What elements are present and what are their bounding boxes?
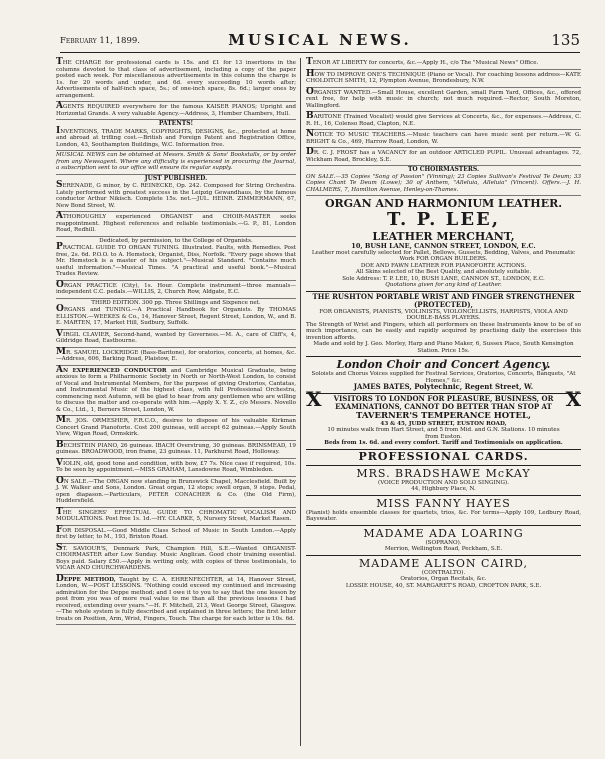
card-loaring-line2: Merrion, Wellington Road, Peckham, S.E.	[384, 546, 503, 552]
card-hayes-name: MISS FANNY HAYES	[376, 496, 511, 510]
hotel-x-right: X	[565, 386, 581, 411]
ad-body	[306, 131, 581, 145]
ad-body	[56, 306, 296, 327]
drop-capital: V	[56, 328, 63, 339]
ad-body	[306, 68, 581, 85]
ad-body	[56, 182, 296, 209]
left-ad-11	[56, 366, 296, 417]
drop-capital: N	[306, 129, 315, 139]
card-loaring-name: MADAME ADA LOARING	[363, 526, 524, 540]
card-mckay-line2: 44, Highbury Place, N.	[411, 486, 476, 492]
drop-capital: O	[56, 279, 64, 290]
rushton-line2: FOR ORGANISTS, PIANISTS, VIOLINISTS, VIOLONCELLISTS, HARPISTS, VIOLA AND DOUBLE-BASS PLAYERS.	[319, 308, 568, 321]
ad-text: R. SAMUEL LOCKRIDGE (Bass-Baritone), for oratorios, concerts, at homes, &c.—Address, 606, Barking Road, Plaistow, E.	[56, 349, 296, 362]
page-header	[60, 30, 580, 53]
header-title: MUSICAL NEWS.	[228, 31, 412, 49]
ad-body	[306, 174, 581, 194]
card-caird-line3: LOSSIE HOUSE, 40, ST. MARGARET'S ROAD, CROFTON PARK, S.E.	[345, 582, 542, 589]
drop-capital: M	[56, 346, 66, 357]
ad-text: ON SALE.—35 Copies "Song of Passion" (Vinning); 23 Copies Sullivan's Festival Te Deum; 33 Copies Chant Te Deum (Lowe); 30 of Anthem, "Alleluia, Alleluia" (Vincent). Offers.—J. H. CHALMERS, 7, Hamilton Avenue, Henley-on-Thames.	[306, 173, 581, 193]
left-ad-18	[56, 544, 296, 575]
left-ad-3	[56, 151, 296, 175]
hotel-line4: 10 minutes walk from Hart Street, and 5 from Mid. and G.N. Stations. 10 minutes from Euston.	[327, 427, 560, 440]
drop-capital: V	[56, 457, 63, 468]
drop-capital: H	[306, 68, 315, 79]
card-mckay-line1: (VOICE PRODUCTION AND SOLO SINGING).	[378, 479, 509, 486]
ad-text: IRGIL CLAVIER, Second-hand, wanted by Governess.—M. A., care of Cliff's, 4, Gildridge Road, Eastbourne.	[56, 331, 296, 344]
hotel-x-left: X	[306, 386, 322, 411]
drop-capital: D	[306, 147, 314, 157]
ad-body	[56, 506, 296, 523]
ad-body	[56, 59, 296, 99]
drop-capital: A	[56, 364, 63, 375]
ad-text: R. C. J. FROST has a VACANCY for an outdoor ARTICLED PUPIL. Unusual advantages. 72, Wickham Road, Brockley, S.E.	[306, 150, 581, 163]
lee-advert	[306, 196, 581, 292]
left-ad-4	[56, 175, 296, 213]
rushton-title: THE RUSHTON PORTABLE WRIST AND FINGER STRENGTHENER (PROTECTED),	[312, 291, 575, 309]
card-caird-line1: (CONTRALTO).	[421, 569, 466, 576]
ad-body	[56, 152, 296, 172]
ad-text: Taught by C. A. EHRENFECHTER, at 14, Hanover Street, London, W.—POST LESSONS. "Nothing could exceed my continued and increasing admiration for the Deppe method; and I owe it to you to say that the one lesson by post from you was of more real value to me than all the previous lessons I had received, extending over years."—H. F. Mitchell, 213, West George Street, Glasgow.—The whole system is fully described and explained in three letters; the first letter treats on Position, Arm, Wrist, Fingers, Touch. The charge for each letter is 10s. 6d.	[56, 576, 297, 622]
ad-text: RGANS and TUNING.—A Practical Handbook for Organists. By THOMAS ELLISTON.—WEEKES & Co., 14, Hanover Street, Regent Street, London, W., and B. E. MARTEN, 17, Market Hill, Sudbury, Suffolk.	[56, 307, 296, 326]
card-caird-name: MADAME ALISON CAIRD,	[359, 556, 528, 570]
ad-body	[306, 86, 581, 110]
right-column	[306, 58, 581, 591]
lee-line5: Leather most carefully selected for Pallet, Bellows, Gussets, Bedding, Valves, and Pneumatic Work FOR ORGAN BUILDERS.	[311, 249, 576, 262]
ad-text: ERENADE, G minor, by C. REINECKE, Op. 242. Composed for String Orchestra. Lately performed with greatest success in the Leipzig Gewandhaus, by the famous conductor Arthur Nikisch. Complete 15s. net.—JUL. HEINR. ZIMMERMANN, 67, New Bond Street, W.	[56, 183, 296, 209]
left-ad-6	[56, 237, 296, 281]
ad-text: OTICE TO MUSIC TEACHERS.—Music teachers can have music sent per return.—W. G. BRIGHT & Co., 469, Harrow Road, London, W.	[306, 132, 581, 145]
left-ad-15	[56, 477, 296, 508]
ad-text: THOROUGHLY experienced ORGANIST and CHOIR-MASTER seeks reappointment. Highest references and reliable testimonials.—G. P., 81, London Road, Redhill.	[56, 214, 296, 233]
left-ad-19	[56, 575, 296, 626]
ad-body	[56, 439, 296, 456]
ad-body	[56, 244, 296, 278]
drop-capital: T	[56, 57, 63, 67]
card-hayes-line1: (Pianist) holds ensemble classes for quartets, trios, &c. For terms—Apply 109, Ledbury Road, Bayswater.	[306, 509, 581, 522]
lee-line3: LEATHER MERCHANT,	[372, 230, 515, 243]
left-ad-2	[56, 120, 296, 151]
drop-capital: M	[56, 415, 66, 425]
rushton-line3: The Strength of Wrist and Fingers, which all performers on these Instruments know to be of so much importance, can be easily and rapidly acquired by practising daily the exercises this invention affords.	[306, 321, 581, 341]
drop-capital: O	[56, 304, 64, 314]
ad-text: and Cambridge Musical Graduate, being anxious to form a Philharmonic Society in North or North-West London, to consist of Vocal and Instrumental Members, for the purpose of giving Oratorios, Cantatas, and Instrumental Music of the highest class, with full Professional Orchestra, commencing next Autumn, will be glad to hear from any gentlemen who are willing to discuss the matter and co-operate with him.—Apply X. Y. Z., c/o Messrs. Novello & Co., Ltd., 1, Berners Street, London, W.	[56, 367, 297, 413]
ad-text: IOLIN, old, good tone and condition, with bow, £7 7s. Nice case if required, 10s. To be seen by appointment.—MISS GRAHAM, Lansdowne Road, Wimbledon.	[56, 460, 296, 473]
drop-capital: P	[56, 242, 63, 252]
ad-body	[56, 328, 296, 345]
ad-bold-text: N EXPERIENCED CONDUCTOR	[62, 367, 167, 374]
drop-capital: B	[306, 111, 314, 121]
left-ad-9	[56, 330, 296, 348]
page-number: 135	[551, 31, 580, 49]
ad-text: RACTICAL GUIDE TO ORGAN TUNING. Illustrated. Faults, with Remedies. Post free, 2s. 6d. P.O.O. to A. Hemstock, Organist, Diss, Norfolk. "Every page shows that Mr. Hemstock is a master of his subject."—Musical Standard. "Contains much useful information."—Musical Times. "A practical and useful book."—Musical Trades Review.	[56, 245, 296, 277]
drop-capital: F	[56, 524, 63, 535]
drop-capital: T	[306, 57, 313, 67]
hotel-line1: VISITORS TO LONDON FOR PLEASURE, BUSINESS, OR EXAMINATIONS, CANNOT DO BETTER THAN STOP AT	[333, 393, 554, 411]
left-column	[56, 58, 296, 625]
ad-text: MUSICAL NEWS can be obtained at Messrs. Smith & Sons' Bookstalls, or by order from any Newsagent. Where any difficulty is experienced in procuring the Journal, a subscription sent to our office will ensure its regular supply.	[56, 152, 296, 171]
ad-text: ARITONE (Trained Vocalist) would give Services at Concerts, &c., for expenses.—Address, C. R. H., 16, Colenso Road, Clapton, N.E.	[306, 114, 581, 127]
agency-line3: JAMES BATES, Polytechnic, Regent Street, W.	[353, 382, 534, 391]
drop-capital: A	[56, 101, 63, 111]
ad-body	[306, 149, 581, 163]
card-hayes	[306, 496, 581, 526]
drop-capital: D	[56, 573, 64, 584]
ad-text: ECHSTEIN PIANO, 26 guineas. IBACH Overstrung, 30 guineas. BRINSMEAD, 19 guineas. BROADWOOD, iron frame, 23 guineas. 11, Parkhurst Road, Holloway.	[56, 442, 296, 455]
right-ad-5	[306, 148, 581, 166]
ad-text: N SALE.—The ORGAN now standing in Brunswick Chapel, Macclesfield. Built by J. W. Walker and Sons, London. Great organ, 12 stops; swell organ, 9 stops. Pedal, open diapason.—Particulars, PETER CONACHER & Co. (the Old Firm), Huddersfield.	[56, 478, 296, 504]
left-ad-17	[56, 526, 296, 544]
rushton-line4: Made and sold by J. Geo. Morley, Harp and Piano Maker, 6, Sussex Place, South Kensington Station. Price 15s.	[313, 341, 574, 354]
left-ad-13	[56, 441, 296, 459]
card-loaring-line1: (SOPRANO).	[425, 539, 462, 546]
ad-body	[56, 103, 296, 117]
agency-line2: Soloists and Chorus Voices supplied for Festival Services, Oratorios, Concerts, Banquets, "At Homes," &c.	[311, 371, 576, 384]
left-ad-0	[56, 58, 296, 102]
ad-body	[56, 475, 296, 505]
column-rule	[300, 58, 301, 746]
card-caird-line2: Oratorios, Organ Recitals, &c.	[400, 576, 487, 582]
drop-capital: O	[56, 475, 64, 486]
drop-capital: T	[56, 506, 63, 517]
ad-body	[56, 417, 296, 438]
ad-text: RGAN PRACTICE (City), 1s. Hour. Complete instrument—three manuals—independent C.C. pedals.—WILLIS, 2, Church Row, Aldgate, E.C.	[56, 282, 296, 295]
ad-body	[56, 457, 296, 474]
left-ad-10	[56, 348, 296, 366]
ad-text: OW TO IMPROVE ONE'S TECHNIQUE (Piano or Vocal). For coaching lessons address—KATE CHOLDITCH SMITH, 12, Plympton Avenue, Brondesbury, N.W.	[306, 71, 581, 84]
drop-capital: O	[306, 86, 314, 97]
ad-bold-text: EPPE METHOD,	[63, 576, 116, 583]
ad-body	[306, 59, 581, 67]
lee-line9: Quotations given for any kind of Leather.	[385, 282, 502, 288]
left-ad-16	[56, 508, 296, 526]
left-ad-14	[56, 459, 296, 477]
lee-line1: ORGAN AND HARMONIUM LEATHER.	[324, 197, 563, 210]
ad-text: T. SAVIOUR'S, Denmark Park, Champion Hill, S.E.—Wanted ORGANIST-CHOIRMASTER after Low Sunday. Music Anglican. Good choir training essential. Boys paid. Salary £50.—Apply in writing only, with copies of three testimonials, to VICAR AND CHURCHWARDENS.	[56, 545, 296, 571]
rushton-advert	[306, 292, 581, 358]
left-ad-1	[56, 102, 296, 120]
card-caird	[306, 556, 581, 592]
ad-body	[56, 524, 296, 541]
ad-preface: THIRD EDITION. 300 pp. Three Shillings and Sixpence net.	[91, 299, 261, 306]
left-ad-12	[56, 416, 296, 441]
header-date: February 11, 1899.	[60, 36, 140, 46]
ad-body	[56, 346, 296, 363]
prof-title: PROFESSIONAL CARDS.	[358, 449, 529, 463]
ad-text: GENTS REQUIRED everywhere for the famous KAISER PIANOS; Upright and Horizontal Grands. A very valuable Agency.—Address, 3, Humber Chambers, Hull.	[56, 104, 296, 117]
ad-text: NVENTIONS, TRADE MARKS, COPYRIGHTS, DESIGNS, &c., protected at home and abroad at trifling cost.—British and Foreign Patent and Registration Office, London, 43, Southampton Buildings, W.C. Information free.	[56, 128, 296, 148]
drop-capital: I	[56, 125, 61, 136]
right-classified-ads	[306, 58, 581, 196]
lee-line7: All Skins selected of the Best Quality, and absolutely suitable.	[355, 269, 532, 275]
ad-body	[56, 573, 297, 623]
ad-text: ENOR AT LIBERTY for concerts, &c.—Apply H., c/o The "Musical News" Office.	[312, 60, 539, 66]
left-ad-5	[56, 212, 296, 237]
drop-capital: S	[56, 542, 63, 553]
hotel-name: TAVERNER'S TEMPERANCE HOTEL,	[356, 410, 531, 421]
lee-line6: DOE AND FAWN LEATHER FOR PIANOFORTE ACTIONS.	[360, 262, 527, 269]
professional-cards-heading	[306, 450, 581, 466]
right-ad-4	[306, 130, 581, 148]
right-ad-0	[306, 58, 581, 70]
ad-body	[56, 364, 297, 414]
ad-text: OR DISPOSAL.—Good Middle Class School of Music in South London.—Apply first by letter, to M., 193, Brixton Road.	[56, 527, 296, 540]
card-loaring	[306, 526, 581, 556]
drop-capital: A	[56, 211, 63, 221]
left-ad-8	[56, 299, 296, 330]
ad-heading: JUST PUBLISHED.	[144, 174, 208, 182]
ad-preface: Dedicated, by permission, to the College of Organists.	[99, 237, 253, 244]
ad-text: RGANIST WANTED.—Small House, excellent Garden, small Farm Yard, Offices, &c., offered rent free, for help with music in church; not much required.—Rector, South Moreton, Wallingford.	[306, 89, 581, 109]
ad-body	[56, 213, 296, 234]
lee-address: 10, BUSH LANE, CANNON STREET, LONDON, E.C.	[351, 242, 536, 250]
ad-text: R. JOS. ORMESHER, F.R.C.O., desires to dispose of his valuable Kirkman Concert Grand Pianoforte. Cost 200 guineas, will accept 62 guineas.—Apply South View, Wigan Road, Ormskirk.	[56, 418, 296, 437]
right-ad-6	[306, 166, 581, 196]
card-mckay-name: MRS. BRADSHAWE McKAY	[356, 466, 531, 480]
ad-heading: TO CHOIRMASTERS.	[407, 166, 480, 173]
right-ad-1	[306, 70, 581, 88]
drop-capital: B	[56, 439, 64, 450]
right-ad-3	[306, 112, 581, 130]
ad-body	[56, 542, 296, 572]
card-mckay	[306, 466, 581, 496]
ad-text: HE CHARGE for professional cards is 15s. and £1 for 13 insertions in the columns devoted to that class of advertisement, including a copy of the paper posted each week. For miscellaneous advertisements in this column the charge is 1s. for 20 words and under, and 6d. every succeeding 10 words after; Advertisements of half-inch space, 5s.; of one-inch space, 8s. 6d.; larger ones by arrangement.	[56, 60, 296, 99]
hotel-line5: Beds from 1s. 6d. and every comfort. Tariff and Testimonials on application.	[324, 440, 563, 446]
left-ad-7	[56, 281, 296, 299]
ad-heading: PATENTS!	[158, 120, 194, 127]
ad-body	[306, 113, 581, 127]
agency-title: London Choir and Concert Agency.	[336, 358, 551, 371]
hotel-address: 43 & 45, JUDD STREET, EUSTON ROAD,	[380, 420, 507, 427]
agency-advert	[306, 357, 581, 394]
right-ad-2	[306, 88, 581, 113]
ad-body	[56, 125, 296, 149]
drop-capital: S	[56, 180, 63, 190]
ad-text: HE SINGERS' EFFECTUAL GUIDE TO CHROMATIC VOCALISM AND MODULATIONS. Post free 1s. 1d.—HY. CLARKE, 5, Nursery Street, Market Rasen.	[56, 509, 296, 522]
lee-name: T. P. LEE,	[386, 209, 501, 230]
lee-line8: Sole Address: T. P. LEE, 10, BUSH LANE, CANNON ST., LONDON, E.C.	[342, 275, 545, 282]
ad-body	[56, 279, 296, 296]
